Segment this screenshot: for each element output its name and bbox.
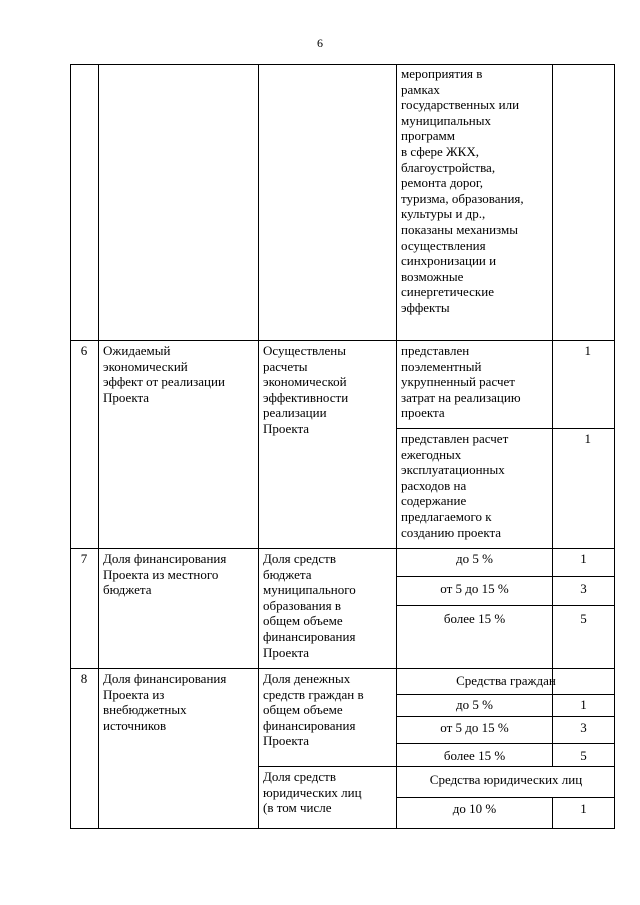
row-number: 6: [80, 343, 88, 358]
indicator-text: Осуществлены расчеты экономической эффективности реализации Проекта: [263, 343, 349, 436]
score-value: 1: [584, 431, 591, 446]
criterion-text: до 5 %: [456, 697, 493, 712]
criterion-text: более 15 %: [443, 748, 506, 763]
cell-divider: [396, 716, 615, 717]
criterion-text: от 5 до 15 %: [440, 720, 509, 735]
row-divider: [70, 548, 615, 549]
row-number: 8: [80, 671, 88, 686]
criterion-text: представлен расчет ежегодных эксплуатационных расходов на содержание предлагаемого к созданию проекта: [401, 431, 509, 540]
score-value: 1: [584, 343, 591, 358]
criterion-text: от 5 до 15 %: [440, 581, 509, 596]
score-value: 1: [580, 801, 587, 816]
col-divider-indicator: [396, 64, 397, 829]
table-border-right: [614, 64, 615, 829]
indicator-text: Доля средств юридических лиц (в том числе: [263, 769, 362, 816]
cell-divider: [396, 576, 615, 577]
subsection-header: Средства юридических лиц: [429, 772, 583, 787]
row-divider: [70, 340, 615, 341]
score-value: 1: [580, 697, 587, 712]
criterion-text: мероприятия в рамках государственных или муниципальных программ в сфере ЖКХ, благоустройства, ремонта дорог, туризма, образования, культуры и др., показаны механизмы осуществления синхронизации и возможные синергетические эффекты: [401, 66, 524, 315]
score-value: 5: [580, 611, 587, 626]
subsection-header: Средства граждан: [456, 673, 556, 688]
page-number: 6: [317, 36, 323, 50]
col-divider-score: [552, 64, 553, 694]
score-value: 5: [580, 748, 587, 763]
cell-divider: [396, 428, 615, 429]
cell-divider: [396, 694, 615, 695]
criterion-name: Доля финансирования Проекта из местного бюджета: [103, 551, 227, 598]
criterion-text: более 15 %: [443, 611, 506, 626]
criterion-text: представлен поэлементный укрупненный расчет затрат на реализацию проекта: [401, 343, 521, 421]
table-border-top: [70, 64, 615, 65]
criterion-text: до 5 %: [456, 551, 493, 566]
criterion-name: Ожидаемый экономический эффект от реализации Проекта: [103, 343, 225, 405]
cell-divider: [396, 743, 615, 744]
col-divider-num: [98, 64, 99, 829]
indicator-text: Доля средств бюджета муниципального образования в общем объеме финансирования Проекта: [263, 551, 356, 660]
score-value: 1: [580, 551, 587, 566]
row-number: 7: [80, 551, 88, 566]
cell-divider: [396, 797, 615, 798]
cell-divider: [258, 766, 615, 767]
score-value: 3: [580, 581, 587, 596]
col-divider-name: [258, 64, 259, 829]
score-value: 3: [580, 720, 587, 735]
indicator-text: Доля денежных средств граждан в общем объеме финансирования Проекта: [263, 671, 364, 749]
criterion-text: до 10 %: [452, 801, 497, 816]
criterion-name: Доля финансирования Проекта из внебюджетных источников: [103, 671, 227, 733]
table-border-left: [70, 64, 71, 829]
row-divider: [70, 668, 615, 669]
table-border-bottom: [70, 828, 615, 829]
cell-divider: [396, 605, 615, 606]
